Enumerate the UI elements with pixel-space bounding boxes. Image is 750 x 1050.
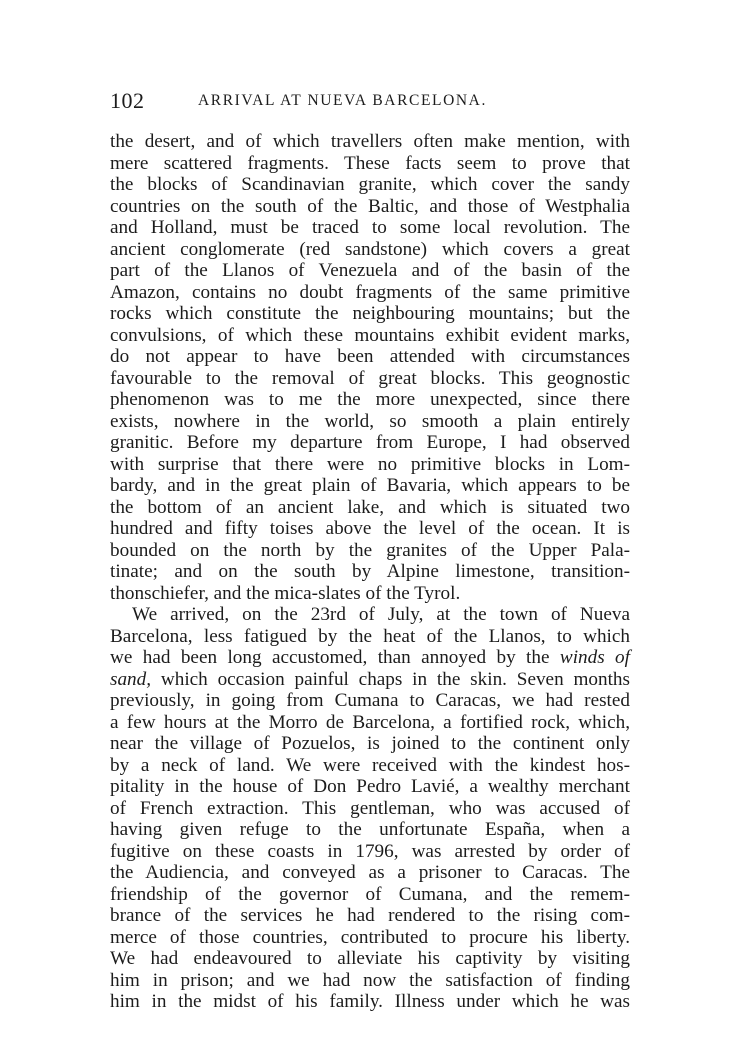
text-line: mere scattered fragments. These facts seem to prove that [110, 152, 630, 174]
text-line: Amazon, contains no doubt fragments of the same primitive [110, 281, 630, 303]
text-line: convulsions, of which these mountains exhibit evident marks, [110, 324, 630, 346]
text-line: phenomenon was to me the more unexpected, since there [110, 389, 630, 410]
text-line: bardy, and in the great plain of Bavaria, which appears to be [110, 475, 630, 496]
text-line: granitic. Before my departure from Europe, I had observed [110, 432, 630, 453]
text-line: him in the midst of his family. Illness under which he was [110, 991, 630, 1012]
text-line: hundred and fifty toises above the level of the ocean. It is [110, 518, 630, 539]
text-line: rocks which constitute the neighbouring mountains; but the [110, 303, 630, 324]
text-line [110, 669, 630, 691]
text-line: brance of the services he had rendered to the rising com- [110, 905, 630, 926]
text-run: we had been long accustomed, than annoyed by the [110, 647, 560, 668]
running-title: ARRIVAL AT NUEVA BARCELONA. [198, 92, 487, 109]
text-line: Barcelona, less fatigued by the heat of the Llanos, to which [110, 625, 630, 647]
paragraph-1 [110, 131, 630, 604]
text-line: We arrived, on the 23rd of July, at the town of Nueva [132, 604, 630, 625]
text-line: the bottom of an ancient lake, and which is situated two [110, 496, 630, 518]
text-line: the Audiencia, and conveyed as a prisoner to Caracas. The [110, 862, 630, 883]
text-line: him in prison; and we had now the satisfaction of finding [110, 969, 630, 991]
page-number: 102 [110, 88, 145, 113]
text-line: thonschiefer, and the mica-slates of the Tyrol. [110, 582, 461, 604]
text-line: the blocks of Scandinavian granite, which cover the sandy [110, 174, 630, 195]
text-line: pitality in the house of Don Pedro Lavié, a wealthy merchant [110, 776, 630, 797]
text-line [110, 647, 630, 669]
text-line: and Holland, must be traced to some local revolution. The [110, 217, 630, 238]
body-text [110, 131, 630, 1013]
paragraph-2 [110, 604, 630, 1013]
text-line: do not appear to have been attended with circumstances [110, 346, 630, 367]
italic-term: winds of [559, 647, 630, 668]
text-line: ancient conglomerate (red sandstone) which covers a great [110, 238, 630, 260]
text-line: by a neck of land. We were received with the kindest hos- [110, 754, 630, 776]
running-header [110, 84, 630, 118]
text-line: with surprise that there were no primitive blocks in Lom- [110, 453, 630, 475]
text-line: favourable to the removal of great blocks. This geognostic [110, 367, 630, 389]
text-line: merce of those countries, contributed to procure his liberty. [110, 926, 630, 948]
text-line: friendship of the governor of Cumana, and the remem- [110, 883, 630, 905]
text-line: a few hours at the Morro de Barcelona, a fortified rock, which, [110, 711, 630, 733]
text-run: which occasion painful chaps in the skin. Seven months [151, 668, 630, 690]
text-line: part of the Llanos of Venezuela and of the basin of the [110, 260, 630, 281]
text-line: We had endeavoured to alleviate his captivity by visiting [110, 948, 630, 969]
text-line: exists, nowhere in the world, so smooth a plain entirely [110, 410, 630, 432]
text-line: the desert, and of which travellers often make mention, with [110, 131, 630, 152]
text-line: fugitive on these coasts in 1796, was arrested by order of [110, 840, 630, 862]
text-line: bounded on the north by the granites of the Upper Pala- [110, 539, 630, 561]
text-line: near the village of Pozuelos, is joined to the continent only [110, 733, 630, 754]
text-line: tinate; and on the south by Alpine limestone, transition- [110, 561, 630, 582]
text-line: countries on the south of the Baltic, and those of Westphalia [110, 195, 630, 217]
text-line: having given refuge to the unfortunate España, when a [110, 819, 630, 840]
text-line: previously, in going from Cumana to Caracas, we had rested [110, 690, 630, 711]
italic-term: sand, [110, 668, 152, 690]
text-line: of French extraction. This gentleman, who was accused of [110, 797, 630, 819]
